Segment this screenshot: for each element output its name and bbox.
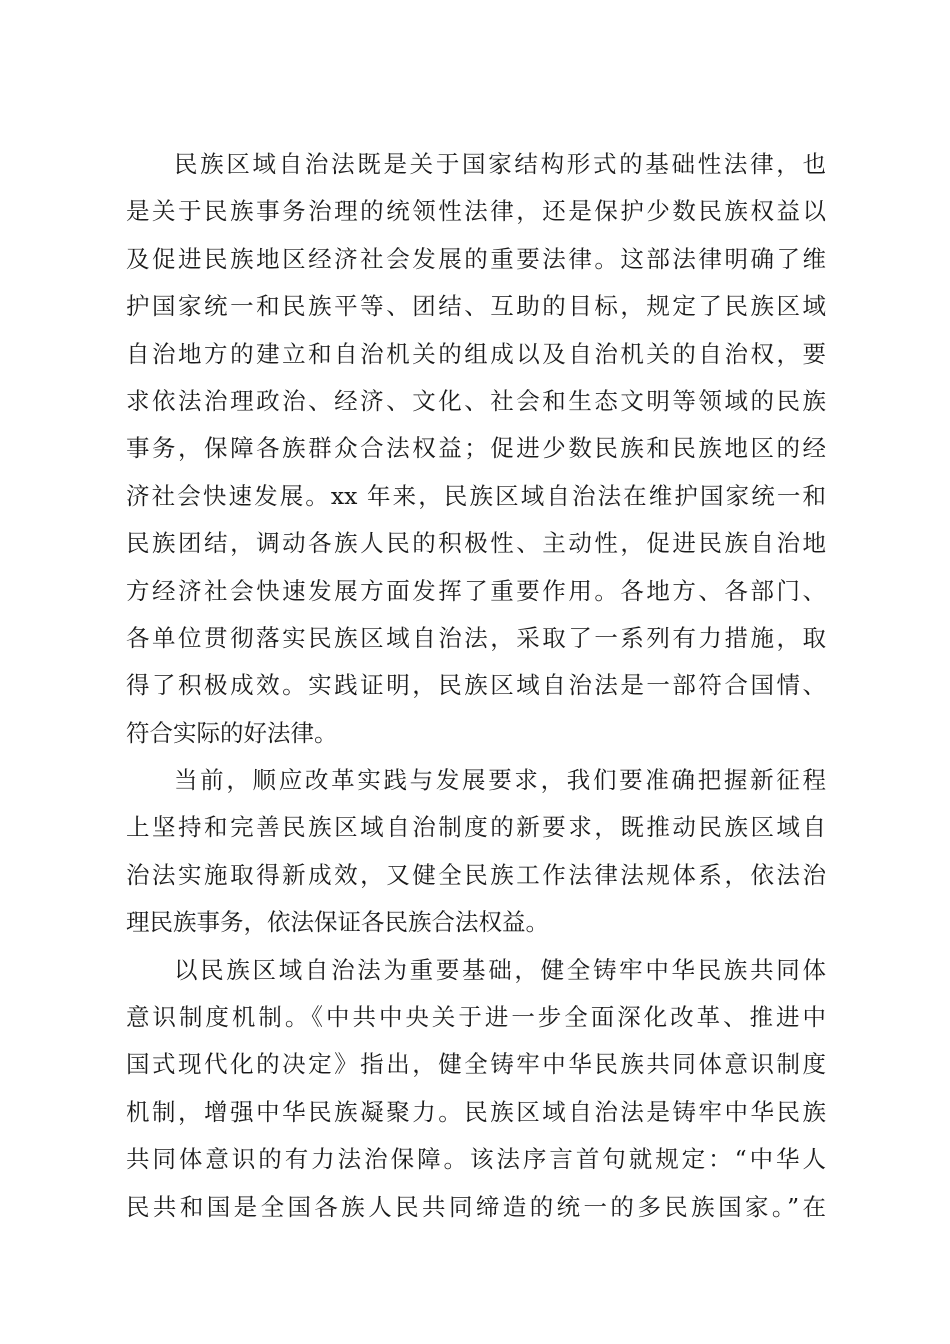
text-line: 治法实施取得新成效，又健全民族工作法律法规体系，依法治 xyxy=(126,860,826,889)
text-line: 民共和国是全国各族人民共同缔造的统一的多民族国家。”在 xyxy=(126,1192,826,1221)
text-line: 以民族区域自治法为重要基础，健全铸牢中华民族共同体 xyxy=(174,955,826,984)
text-line: 及促进民族地区经济社会发展的重要法律。这部法律明确了维 xyxy=(126,244,826,273)
text-line: 机制，增强中华民族凝聚力。民族区域自治法是铸牢中华民族 xyxy=(126,1097,826,1126)
text-line: 意识制度机制。《中共中央关于进一步全面深化改革、推进中 xyxy=(126,1003,826,1032)
text-line: 自治地方的建立和自治机关的组成以及自治机关的自治权，要 xyxy=(126,339,826,368)
text-line: 当前，顺应改革实践与发展要求，我们要准确把握新征程 xyxy=(174,766,826,795)
text-line: 国式现代化的决定》指出，健全铸牢中华民族共同体意识制度 xyxy=(126,1050,826,1079)
text-line: 事务，保障各族群众合法权益；促进少数民族和民族地区的经 xyxy=(126,434,826,463)
text-line: 民族团结，调动各族人民的积极性、主动性，促进民族自治地 xyxy=(126,529,826,558)
text-line: 符合实际的好法律。 xyxy=(126,718,338,747)
text-line: 共同体意识的有力法治保障。该法序言首句就规定：“中华人 xyxy=(126,1145,826,1174)
text-line: 理民族事务，依法保证各民族合法权益。 xyxy=(126,908,549,937)
text-line: 是关于民族事务治理的统领性法律，还是保护少数民族权益以 xyxy=(126,197,826,226)
paragraph-2 xyxy=(126,757,826,947)
paragraph-3 xyxy=(126,947,826,1231)
text-line: 民族区域自治法既是关于国家结构形式的基础性法律，也 xyxy=(174,150,826,178)
text-line: 方经济社会快速发展方面发挥了重要作用。各地方、各部门、 xyxy=(126,576,826,605)
paragraph-1 xyxy=(126,141,826,757)
text-line: 上坚持和完善民族区域自治制度的新要求，既推动民族区域自 xyxy=(126,813,826,842)
text-line: 得了积极成效。实践证明，民族区域自治法是一部符合国情、 xyxy=(126,671,826,700)
document-body xyxy=(126,141,826,1231)
text-line: 护国家统一和民族平等、团结、互助的目标，规定了民族区域 xyxy=(126,292,826,321)
text-line: 各单位贯彻落实民族区域自治法，采取了一系列有力措施，取 xyxy=(126,623,826,652)
text-line: 济社会快速发展。xx 年来，民族区域自治法在维护国家统一和 xyxy=(126,481,826,510)
text-line: 求依法治理政治、经济、文化、社会和生态文明等领域的民族 xyxy=(126,386,826,415)
